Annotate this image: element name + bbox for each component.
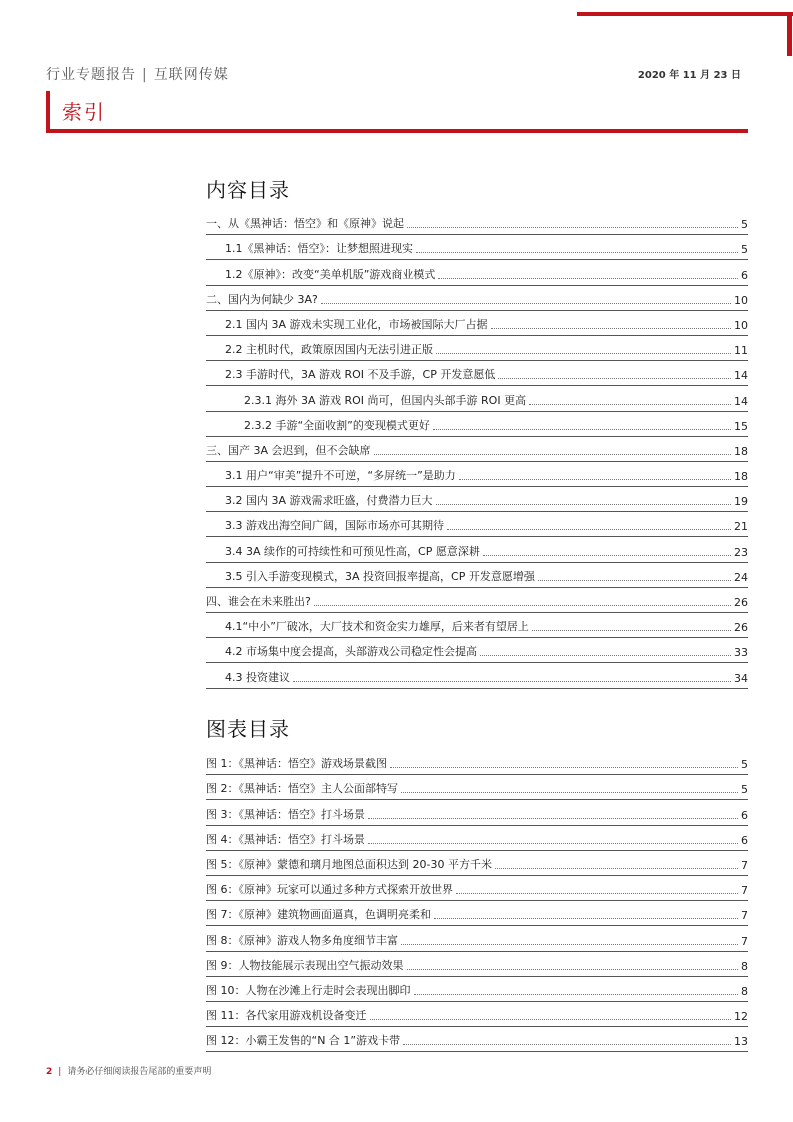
toc-entry-label: 4.3 投资建议 [225,670,290,684]
dot-leader [401,944,738,945]
figure-entry[interactable] [206,952,748,977]
toc-entry[interactable] [206,437,748,462]
dot-leader [436,504,731,505]
index-accent-bar [46,91,50,130]
footer-disclaimer: 请务必仔细阅读报告尾部的重要声明 [67,1067,212,1077]
dot-leader [433,429,731,430]
dot-leader [368,843,738,844]
index-title: 索引 [62,100,106,124]
page-footer [46,1064,211,1077]
figure-entry[interactable] [206,926,748,951]
figure-entry[interactable] [206,750,748,775]
figure-entry-label: 图 5：《原神》蒙德和璃月地图总面积达到 20-30 平方千米 [206,857,492,871]
toc-entry-page: 15 [734,419,748,433]
toc-entry[interactable] [206,487,748,512]
dot-leader [370,1019,732,1020]
index-divider [46,129,748,133]
dot-leader [414,994,739,995]
page-number: 2 [46,1067,53,1077]
figure-entry-label: 图 7：《原神》建筑物画面逼真，色调明亮柔和 [206,908,431,922]
dot-leader [480,655,731,656]
toc-entry-page: 26 [734,621,748,635]
figure-entry[interactable] [206,901,748,926]
dot-leader [321,303,731,304]
toc-entry-label: 3.5 引入手游变现模式，3A 投资回报率提高，CP 开发意愿增强 [225,569,535,583]
dot-leader [374,454,731,455]
figure-entry[interactable] [206,876,748,901]
toc-entry-page: 14 [734,369,748,383]
dot-leader [498,378,731,379]
toc-entry-label: 1.2《原神》：改变“美单机版”游戏商业模式 [225,267,436,281]
corner-accent-horizontal [577,12,793,16]
figure-entry-label: 图 6：《原神》玩家可以通过多种方式探索开放世界 [206,883,453,897]
toc-entry[interactable] [206,286,748,311]
report-header [46,64,229,84]
figure-entry-label: 图 2：《黑神话：悟空》主人公面部特写 [206,782,398,796]
figure-entry-page: 7 [741,909,748,923]
toc-entry[interactable] [206,613,748,638]
toc-entry-label: 2.3.2 手游“全面收割”的变现模式更好 [244,418,430,432]
toc-entry-page: 5 [741,243,748,257]
figure-entry-label: 图 3：《黑神话：悟空》打斗场景 [206,807,365,821]
toc-entry[interactable] [206,462,748,487]
toc-entry[interactable] [206,235,748,260]
toc-entry-label: 3.2 国内 3A 游戏需求旺盛，付费潜力巨大 [225,494,433,508]
toc-entry[interactable] [206,638,748,663]
toc-entry-page: 18 [734,444,748,458]
toc-entry[interactable] [206,361,748,386]
figures-list [206,750,748,1052]
toc-entry[interactable] [206,537,748,562]
toc-entry-page: 10 [734,293,748,307]
toc-entry[interactable] [206,386,748,411]
figure-entry-page: 5 [741,758,748,772]
figure-entry-page: 8 [741,984,748,998]
toc-entry-label: 2.3 手游时代，3A 游戏 ROI 不及手游，CP 开发意愿低 [225,368,496,382]
dot-leader [483,555,731,556]
dot-leader [407,969,739,970]
toc-entry-page: 33 [734,646,748,660]
toc-entry-page: 14 [734,394,748,408]
dot-leader [293,681,731,682]
figure-entry[interactable] [206,826,748,851]
dot-leader [403,1044,731,1045]
dot-leader [447,529,731,530]
figure-entry[interactable] [206,800,748,825]
corner-accent-vertical [787,12,792,56]
dot-leader [314,605,731,606]
figure-entry[interactable] [206,1002,748,1027]
footer-separator: | [58,1067,62,1077]
figure-entry[interactable] [206,851,748,876]
toc-entry-page: 34 [734,671,748,685]
figure-entry-page: 6 [741,808,748,822]
toc-entry[interactable] [206,412,748,437]
dot-leader [491,328,731,329]
dot-leader [532,630,731,631]
figure-entry-label: 图 8：《原神》游戏人物多角度细节丰富 [206,933,398,947]
dot-leader [456,893,738,894]
toc-entry-page: 21 [734,520,748,534]
figure-entry-label: 图 9：人物技能展示表现出空气振动效果 [206,958,404,972]
toc-entry-label: 二、国内为何缺少 3A? [206,292,318,306]
toc-entry-label: 2.3.1 海外 3A 游戏 ROI 尚可，但国内头部手游 ROI 更高 [244,393,527,407]
figures-heading: 图表目录 [206,717,290,741]
figure-entry-page: 12 [734,1010,748,1024]
figure-entry-label: 图 11：各代家用游戏机设备变迁 [206,1009,367,1023]
toc-entry-page: 26 [734,596,748,609]
dot-leader [538,580,731,581]
toc-entry-page: 18 [734,470,748,484]
toc-entry-label: 3.4 3A 续作的可持续性和可预见性高，CP 愿意深耕 [225,544,480,558]
report-date: 2020 年 11 月 23 日 [637,70,741,81]
toc-entry-label: 三、国产 3A 会迟到，但不会缺席 [206,443,371,457]
figure-entry-page: 7 [741,934,748,948]
toc-entry[interactable] [206,563,748,588]
dot-leader [529,404,731,405]
figure-entry[interactable] [206,977,748,1002]
dot-leader [416,252,738,253]
figure-entry-label: 图 1：《黑神话：悟空》游戏场景截图 [206,757,387,771]
toc-entry-label: 3.3 游戏出海空间广阔，国际市场亦可其期待 [225,519,444,533]
toc-entry-page: 5 [741,218,748,232]
figure-entry[interactable] [206,775,748,800]
toc-list [206,210,748,689]
dot-leader [495,868,738,869]
dot-leader [401,792,738,793]
dot-leader [368,818,738,819]
dot-leader [434,918,738,919]
figure-entry-page: 7 [741,884,748,898]
toc-entry[interactable] [206,210,748,235]
report-category: 行业专题报告 [46,67,136,83]
figure-entry-page: 7 [741,858,748,872]
toc-entry-page: 23 [734,545,748,559]
toc-heading: 内容目录 [206,178,290,202]
header-separator: | [142,67,148,83]
toc-entry-label: 2.1 国内 3A 游戏未实现工业化，市场被国际大厂占据 [225,317,488,331]
toc-entry-label: 一、从《黑神话：悟空》和《原神》说起 [206,217,404,231]
dot-leader [459,479,731,480]
toc-entry[interactable] [206,588,748,613]
figure-entry[interactable] [206,1027,748,1052]
toc-entry-label: 1.1《黑神话：悟空》：让梦想照进现实 [225,242,413,256]
toc-entry-page: 19 [734,495,748,509]
figure-entry-page: 5 [741,783,748,797]
dot-leader [390,767,738,768]
toc-entry-label: 2.2 主机时代，政策原因国内无法引进正版 [225,343,433,357]
toc-entry-page: 10 [734,318,748,332]
toc-entry-label: 4.2 市场集中度会提高，头部游戏公司稳定性会提高 [225,645,477,659]
toc-entry-page: 24 [734,570,748,584]
figure-entry-page: 13 [734,1035,748,1049]
figure-entry-page: 6 [741,833,748,847]
toc-entry-page: 11 [734,344,748,358]
toc-entry[interactable] [206,336,748,361]
dot-leader [438,278,738,279]
dot-leader [436,353,731,354]
toc-entry-label: 3.1 用户“审美”提升不可逆，“多屏统一”是助力 [225,469,456,483]
dot-leader [407,227,738,228]
toc-entry[interactable] [206,311,748,336]
figure-entry-label: 图 4：《黑神话：悟空》打斗场景 [206,832,365,846]
figure-entry-label: 图 10：人物在沙滩上行走时会表现出脚印 [206,983,411,997]
toc-entry[interactable] [206,663,748,688]
toc-entry[interactable] [206,512,748,537]
toc-entry-label: 四、谁会在未来胜出? [206,595,311,608]
toc-entry[interactable] [206,260,748,285]
report-industry: 互联网传媒 [153,67,229,83]
toc-entry-label: 4.1“中小”厂破冰，大厂技术和资金实力雄厚，后来者有望居上 [225,620,529,634]
figure-entry-page: 8 [741,959,748,973]
figure-entry-label: 图 12：小霸王发售的“N 合 1”游戏卡带 [206,1034,401,1048]
toc-entry-page: 6 [741,268,748,282]
